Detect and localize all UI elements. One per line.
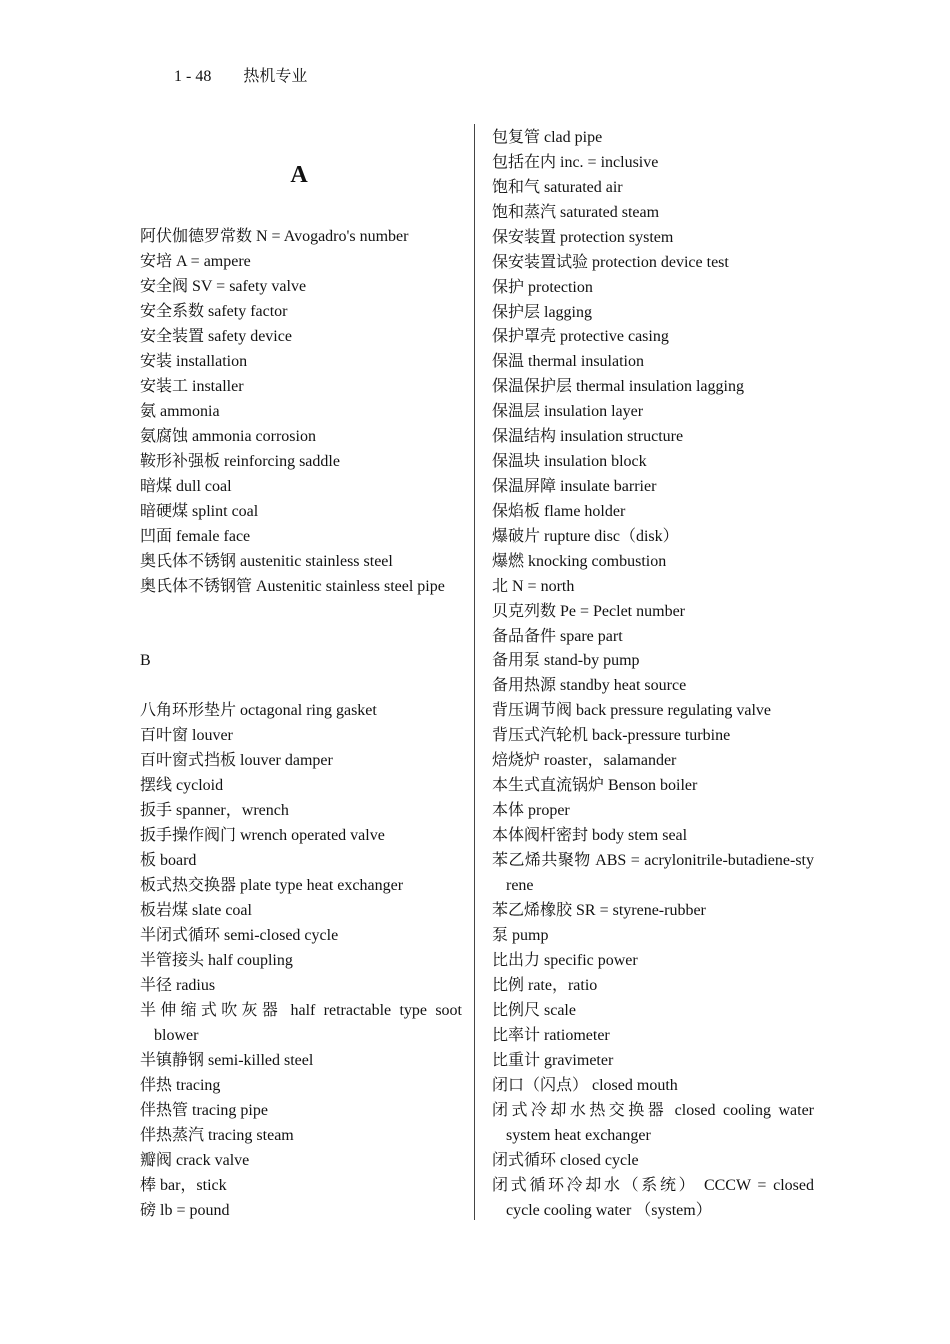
glossary-entry: 保温屏障 insulate barrier	[492, 478, 657, 495]
glossary-entry: 磅 lb = pound	[140, 1202, 230, 1219]
section-heading-b: B	[140, 652, 151, 669]
glossary-entry: 背压式汽轮机 back-pressure turbine	[492, 727, 731, 744]
glossary-entry: 本体 proper	[492, 802, 570, 819]
glossary-entry: 保温保护层 thermal insulation lagging	[492, 378, 744, 395]
glossary-entry: 比率计 ratiometer	[492, 1027, 610, 1044]
glossary-entry: 安全装置 safety device	[140, 328, 292, 345]
page-header	[174, 66, 307, 88]
glossary-entry: 苯乙烯橡胶 SR = styrene-rubber	[492, 902, 706, 919]
glossary-entry: 百叶窗 louver	[140, 727, 233, 744]
glossary-entry: 泵 pump	[492, 927, 549, 944]
glossary-entry: 瓣阀 crack valve	[140, 1152, 250, 1169]
glossary-entry: 伴热管 tracing pipe	[140, 1102, 268, 1119]
glossary-entry: 半伸缩式吹灰器 half retractable type soot blower	[140, 1002, 462, 1044]
glossary-entry: 安全阀 SV = safety valve	[140, 278, 307, 295]
glossary-entry: 保温结构 insulation structure	[492, 428, 684, 445]
glossary-entry: 伴热蒸汽 tracing steam	[140, 1127, 294, 1144]
glossary-entry: 本生式直流锅炉 Benson boiler	[492, 777, 698, 794]
glossary-entry: 阿伏伽德罗常数 N = Avogadro's number	[140, 228, 409, 245]
glossary-entry: 凹面 female face	[140, 528, 251, 545]
glossary-entry: 保温 thermal insulation	[492, 353, 644, 370]
glossary-entry: 安全系数 safety factor	[140, 303, 288, 320]
glossary-entry: 比例 rate，ratio	[492, 977, 598, 994]
glossary-entry: 苯乙烯共聚物 ABS = acrylonitrile-butadiene-styrene	[492, 852, 814, 894]
glossary-entry: 鞍形补强板 reinforcing saddle	[140, 453, 340, 470]
section-heading-a: A	[290, 162, 308, 188]
glossary-entry: 摆线 cycloid	[140, 777, 224, 794]
glossary-entry: 棒 bar，stick	[140, 1177, 227, 1194]
glossary-entry: 比重计 gravimeter	[492, 1052, 614, 1069]
glossary-entry: 保护罩壳 protective casing	[492, 328, 669, 345]
glossary-entry: 本体阀杆密封 body stem seal	[492, 827, 688, 844]
glossary-entry: 饱和蒸汽 saturated steam	[492, 204, 660, 221]
glossary-entry: 板岩煤 slate coal	[140, 902, 252, 919]
glossary-entry: 板 board	[140, 852, 197, 869]
column-divider	[474, 124, 475, 1220]
glossary-entry: 包复管 clad pipe	[492, 129, 603, 146]
glossary-entry: 备用热源 standby heat source	[492, 677, 687, 694]
glossary-entry: 保护 protection	[492, 279, 593, 296]
glossary-entry: 伴热 tracing	[140, 1077, 221, 1094]
glossary-entry: 包括在内 inc. = inclusive	[492, 154, 659, 171]
glossary-entry: 备用泵 stand-by pump	[492, 652, 640, 669]
glossary-entry: 扳手操作阀门 wrench operated valve	[140, 827, 385, 844]
glossary-entry: 八角环形垫片 octagonal ring gasket	[140, 702, 377, 719]
glossary-entry: 备品备件 spare part	[492, 628, 623, 645]
glossary-entry: 北 N = north	[492, 578, 575, 595]
glossary-entry: 闭式循环冷却水（系统） CCCW = closed cycle cooling water （system）	[492, 1177, 814, 1219]
glossary-entry: 奥氏体不锈钢 austenitic stainless steel	[140, 553, 393, 570]
glossary-entry: 安培 A = ampere	[140, 253, 251, 270]
page-title: 热机专业	[243, 68, 308, 85]
page-number: 1 - 48	[174, 68, 212, 85]
glossary-entry: 暗硬煤 splint coal	[140, 503, 259, 520]
glossary-entry: 百叶窗式挡板 louver damper	[140, 752, 333, 769]
glossary-entry: 安装 installation	[140, 353, 248, 370]
glossary-entry: 保安装置 protection system	[492, 229, 674, 246]
glossary-entry: 扳手 spanner，wrench	[140, 802, 289, 819]
glossary-entry: 比例尺 scale	[492, 1002, 576, 1019]
glossary-entry: 奥氏体不锈钢管 Austenitic stainless steel pipe	[140, 578, 445, 595]
glossary-entry: 闭口（闪点） closed mouth	[492, 1077, 678, 1094]
glossary-entry: 保安装置试验 protection device test	[492, 254, 729, 271]
glossary-entry: 保护层 lagging	[492, 304, 592, 321]
glossary-entry: 饱和气 saturated air	[492, 179, 623, 196]
glossary-entry: 比出力 specific power	[492, 952, 638, 969]
glossary-entry: 板式热交换器 plate type heat exchanger	[140, 877, 404, 894]
glossary-entry: 保温块 insulation block	[492, 453, 647, 470]
glossary-entry: 氨腐蚀 ammonia corrosion	[140, 428, 316, 445]
glossary-entry: 暗煤 dull coal	[140, 478, 232, 495]
glossary-entry: 氨 ammonia	[140, 403, 220, 420]
glossary-entry: 半闭式循环 semi-closed cycle	[140, 927, 339, 944]
glossary-entry: 背压调节阀 back pressure regulating valve	[492, 702, 772, 719]
glossary-entry: 爆破片 rupture disc（disk）	[492, 528, 679, 545]
glossary-entry: 半镇静钢 semi-killed steel	[140, 1052, 314, 1069]
glossary-entry: 爆燃 knocking combustion	[492, 553, 667, 570]
glossary-entry: 闭式冷却水热交换器 closed cooling water system heat exchanger	[492, 1102, 814, 1144]
glossary-entry: 半径 radius	[140, 977, 216, 994]
glossary-entry: 安装工 installer	[140, 378, 244, 395]
glossary-entry: 半管接头 half coupling	[140, 952, 293, 969]
glossary-entry: 贝克列数 Pe = Peclet number	[492, 603, 685, 620]
glossary-entry: 焙烧炉 roaster，salamander	[492, 752, 677, 769]
glossary-entry: 闭式循环 closed cycle	[492, 1152, 639, 1169]
glossary-entry: 保焰板 flame holder	[492, 503, 626, 520]
glossary-entry: 保温层 insulation layer	[492, 403, 644, 420]
